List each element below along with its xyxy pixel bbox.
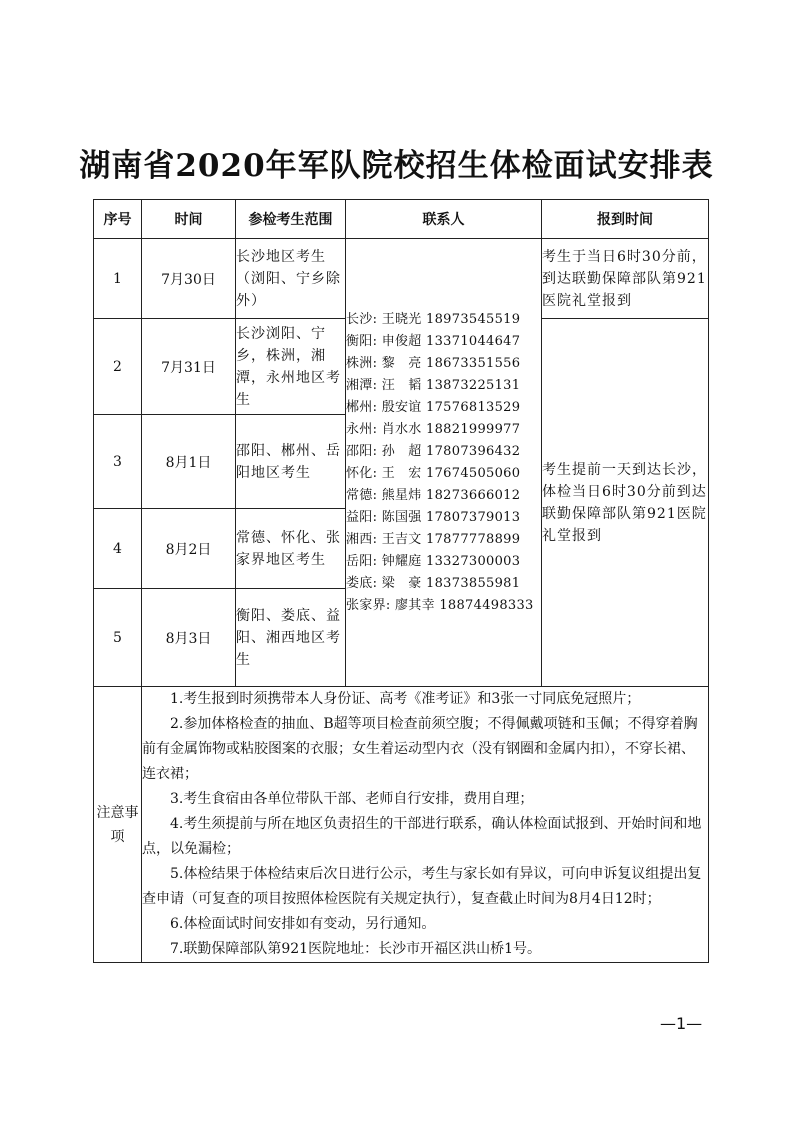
contact-line: 娄底: 梁 豪 18373855981 — [346, 575, 521, 591]
contact-line: 怀化: 王 宏 17674505060 — [346, 465, 521, 481]
notes-row — [94, 687, 709, 963]
header-row — [94, 200, 709, 239]
contact-line: 益阳: 陈国强 17807379013 — [346, 509, 521, 525]
row-time: 7月31日 — [142, 319, 236, 415]
row-scope: 邵阳、郴州、岳阳地区考生 — [236, 415, 346, 509]
contact-line: 湘潭: 汪 韬 13873225131 — [346, 377, 521, 393]
contacts-cell — [346, 239, 542, 687]
row-seq: 3 — [94, 415, 142, 509]
contact-line: 长沙: 王晓光 18973545519 — [346, 311, 521, 327]
notes-label: 注意事项 — [94, 687, 142, 963]
header-report: 报到时间 — [542, 200, 709, 239]
contact-line: 永州: 肖水水 18821999977 — [346, 421, 521, 437]
contact-line: 岳阳: 钟耀庭 13327300003 — [346, 553, 521, 569]
report-time-others: 考生提前一天到达长沙，体检当日6时30分前到达联勤保障部队第921医院礼堂报到 — [542, 319, 709, 687]
schedule-table — [93, 199, 709, 963]
header-time: 时间 — [142, 200, 236, 239]
row-scope: 长沙地区考生（浏阳、宁乡除外） — [236, 239, 346, 319]
note-item: 5.体检结果于体检结束后次日进行公示，考生与家长如有异议，可向申诉复议组提出复查申请（可复查的项目按照体检医院有关规定执行），复查截止时间为8月4日12时； — [142, 866, 702, 907]
row-seq: 4 — [94, 509, 142, 589]
row-time: 7月30日 — [142, 239, 236, 319]
note-item: 3.考生食宿由各单位带队干部、老师自行安排，费用自理； — [170, 791, 534, 807]
contact-line: 株洲: 黎 亮 18673351556 — [346, 355, 521, 371]
table-row — [94, 239, 709, 319]
contact-line: 郴州: 殷安谊 17576813529 — [346, 399, 521, 415]
contact-line: 常德: 熊星炜 18273666012 — [346, 487, 521, 503]
notes-cell — [142, 687, 709, 963]
note-item: 7.联勤保障部队第921医院地址：长沙市开福区洪山桥1号。 — [170, 941, 541, 957]
header-seq: 序号 — [94, 200, 142, 239]
note-item: 2.参加体格检查的抽血、B超等项目检查前须空腹；不得佩戴项链和玉佩；不得穿着胸前有金属饰物或粘胶图案的衣服；女生着运动型内衣（没有钢圈和金属内扣），不穿长裙、连衣裙； — [142, 716, 698, 782]
contact-line: 衡阳: 申俊超 13371044647 — [346, 333, 521, 349]
contact-line: 邵阳: 孙 超 17807396432 — [346, 443, 521, 459]
page-title: 湖南省2020年军队院校招生体检面试安排表 — [79, 148, 714, 184]
row-seq: 2 — [94, 319, 142, 415]
note-item: 4.考生须提前与所在地区负责招生的干部进行联系，确认体检面试报到、开始时间和地点，以免漏检； — [142, 816, 702, 857]
row-time: 8月3日 — [142, 589, 236, 687]
row-scope: 长沙浏阳、宁乡，株洲，湘潭，永州地区考生 — [236, 319, 346, 415]
contact-line: 湘西: 王吉文 17877778899 — [346, 531, 521, 547]
row-seq: 1 — [94, 239, 142, 319]
row-seq: 5 — [94, 589, 142, 687]
header-contact: 联系人 — [346, 200, 542, 239]
header-scope: 参检考生范围 — [236, 200, 346, 239]
contact-line: 张家界: 廖其幸 18874498333 — [346, 597, 534, 613]
report-time-first: 考生于当日6时30分前，到达联勤保障部队第921医院礼堂报到 — [542, 239, 709, 319]
row-time: 8月2日 — [142, 509, 236, 589]
row-scope: 常德、怀化、张家界地区考生 — [236, 509, 346, 589]
page-number: —1— — [660, 1014, 703, 1033]
row-time: 8月1日 — [142, 415, 236, 509]
row-scope: 衡阳、娄底、益阳、湘西地区考生 — [236, 589, 346, 687]
note-item: 6.体检面试时间安排如有变动，另行通知。 — [170, 916, 436, 932]
note-item: 1.考生报到时须携带本人身份证、高考《准考证》和3张一寸同底免冠照片； — [170, 691, 641, 707]
